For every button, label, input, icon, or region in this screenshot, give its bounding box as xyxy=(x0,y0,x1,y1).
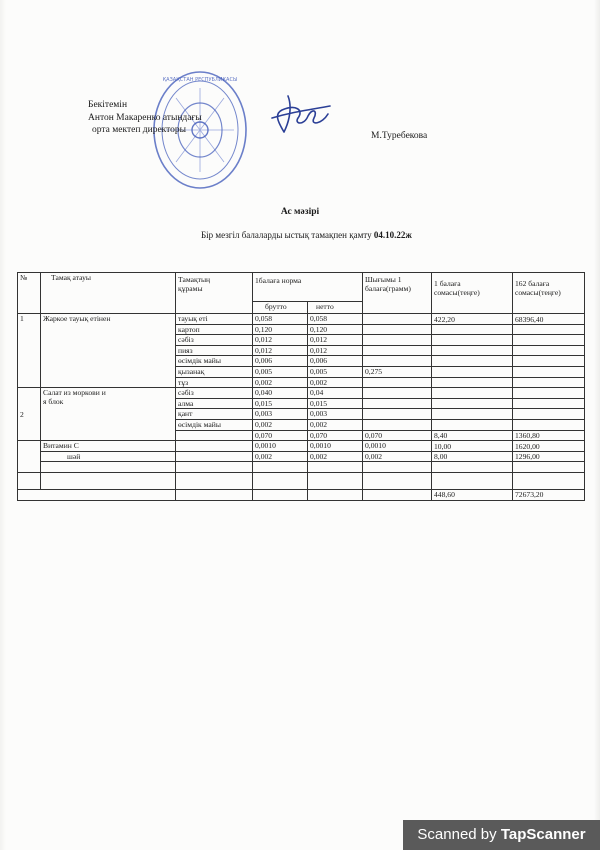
row-number xyxy=(18,441,41,473)
cost-one: 8,00 xyxy=(432,451,513,462)
brutto: 0,058 xyxy=(253,314,308,325)
ingredient: алма xyxy=(176,398,253,409)
netto: 0,04 xyxy=(308,388,363,399)
header-output-line1: Шығымы 1 xyxy=(365,275,402,284)
netto: 0,002 xyxy=(308,419,363,430)
brutto: 0,002 xyxy=(253,451,308,462)
cost-total: 1296,00 xyxy=(513,451,585,462)
brutto: 0,070 xyxy=(253,430,308,441)
total-blank xyxy=(363,489,432,500)
output xyxy=(363,398,432,409)
director-name: М.Туребекова xyxy=(371,131,428,141)
cost-one xyxy=(432,356,513,367)
netto: 0,012 xyxy=(308,345,363,356)
cost-total xyxy=(513,377,585,388)
output: 0,275 xyxy=(363,366,432,377)
spacer-cell xyxy=(18,472,41,489)
netto: 0,120 xyxy=(308,324,363,335)
brutto: 0,120 xyxy=(253,324,308,335)
netto: 0,058 xyxy=(308,314,363,325)
cost-one: 8,40 xyxy=(432,430,513,441)
netto: 0,005 xyxy=(308,366,363,377)
ingredient xyxy=(176,441,253,452)
cost-one xyxy=(432,345,513,356)
total-blank xyxy=(176,489,253,500)
cost-total xyxy=(513,366,585,377)
header-netto: нетто xyxy=(308,302,363,314)
cost-total: 1360,80 xyxy=(513,430,585,441)
output xyxy=(363,324,432,335)
document-subtitle xyxy=(201,230,412,240)
header-output xyxy=(363,273,432,314)
brutto: 0,012 xyxy=(253,335,308,346)
netto: 0,012 xyxy=(308,335,363,346)
output xyxy=(363,409,432,420)
header-cost-total-line2: сомасы(теңге) xyxy=(515,288,561,297)
ingredient: тауық еті xyxy=(176,314,253,325)
cost-one xyxy=(432,324,513,335)
cost-one xyxy=(432,335,513,346)
netto: 0,006 xyxy=(308,356,363,367)
ingredient: тұз xyxy=(176,377,253,388)
row-number: 1 xyxy=(18,314,41,388)
row-number: 2 xyxy=(18,388,41,441)
approval-line-1: Бекітемін xyxy=(88,100,128,110)
spacer-cell xyxy=(363,472,432,489)
output: 0,002 xyxy=(363,451,432,462)
signature-icon xyxy=(268,92,334,142)
header-output-line2: балаға(грамм) xyxy=(365,284,411,293)
brutto: 0,003 xyxy=(253,409,308,420)
output xyxy=(363,388,432,399)
header-composition xyxy=(176,273,253,314)
table-header-row xyxy=(18,273,585,302)
cost-total: 68396,40 xyxy=(513,314,585,325)
brutto: 0,040 xyxy=(253,388,308,399)
ingredient: қызанақ xyxy=(176,366,253,377)
cost-total xyxy=(513,324,585,335)
cost-one xyxy=(432,409,513,420)
total-cost-one: 448,60 xyxy=(432,489,513,500)
cost-one: 422,20 xyxy=(432,314,513,325)
total-cost-total: 72673,20 xyxy=(513,489,585,500)
cost-one xyxy=(432,366,513,377)
subtitle-text: Бір мезгіл балаларды ыстық тамақпен қамту xyxy=(201,230,374,240)
cost-total xyxy=(513,345,585,356)
cost-one xyxy=(432,388,513,399)
header-norm: 1балаға норма xyxy=(253,273,363,302)
spacer-cell xyxy=(308,472,363,489)
netto: 0,002 xyxy=(308,451,363,462)
spacer-cell xyxy=(513,472,585,489)
total-blank xyxy=(308,489,363,500)
cost-total xyxy=(513,335,585,346)
output xyxy=(363,462,432,473)
output: 0,0010 xyxy=(363,441,432,452)
output xyxy=(363,314,432,325)
dish-name-line1: Салат из моркови и xyxy=(43,388,106,398)
header-brutto: брутто xyxy=(253,302,308,314)
document-title: Ас мәзірі xyxy=(280,207,320,217)
dish-name-line2: я блок xyxy=(43,397,64,407)
output xyxy=(363,419,432,430)
header-cost-one-line2: сомасы(теңге) xyxy=(434,288,480,297)
brutto: 0,0010 xyxy=(253,441,308,452)
cost-total xyxy=(513,462,585,473)
dish-name: Витамин С xyxy=(41,441,176,452)
cost-one xyxy=(432,398,513,409)
cost-one xyxy=(432,462,513,473)
table-row xyxy=(18,462,585,473)
dish-name: Жаркое тауық етінен xyxy=(41,314,176,388)
brutto xyxy=(253,462,308,473)
total-row xyxy=(18,489,585,500)
ingredient: картоп xyxy=(176,324,253,335)
spacer-cell xyxy=(253,472,308,489)
output: 0,070 xyxy=(363,430,432,441)
header-cost-total xyxy=(513,273,585,314)
dish-name xyxy=(41,388,176,441)
total-blank xyxy=(18,489,176,500)
table-row xyxy=(18,451,585,462)
spacer-cell xyxy=(176,472,253,489)
scanner-watermark xyxy=(403,820,600,850)
header-composition-line2: құрамы xyxy=(178,284,203,293)
brutto: 0,015 xyxy=(253,398,308,409)
brutto: 0,005 xyxy=(253,366,308,377)
spacer-cell xyxy=(432,472,513,489)
ingredient xyxy=(176,451,253,462)
netto: 0,002 xyxy=(308,377,363,388)
cost-one: 10,00 xyxy=(432,441,513,452)
spacer-row xyxy=(18,472,585,489)
menu-table xyxy=(17,272,585,501)
cost-total xyxy=(513,356,585,367)
netto xyxy=(308,462,363,473)
cost-one xyxy=(432,419,513,430)
table-row xyxy=(18,388,585,399)
dish-name xyxy=(41,462,176,473)
table-row xyxy=(18,314,585,325)
netto: 0,003 xyxy=(308,409,363,420)
watermark-brand: TapScanner xyxy=(500,826,586,843)
ingredient: сәбіз xyxy=(176,335,253,346)
spacer-cell xyxy=(41,472,176,489)
watermark-prefix: Scanned by xyxy=(417,826,501,843)
header-dish: Тамақ атауы xyxy=(41,273,176,314)
header-cost-one-line1: 1 балаға xyxy=(434,279,461,288)
output xyxy=(363,345,432,356)
cost-total: 1620,00 xyxy=(513,441,585,452)
output xyxy=(363,356,432,367)
total-blank xyxy=(253,489,308,500)
approval-block xyxy=(88,99,202,137)
subtitle-date: 04.10.22ж xyxy=(373,230,412,240)
header-composition-line1: Тамақтың xyxy=(178,275,211,284)
netto: 0,0010 xyxy=(308,441,363,452)
ingredient: сәбіз xyxy=(176,388,253,399)
ingredient: қант xyxy=(176,409,253,420)
svg-text:ҚАЗАҚСТАН РЕСПУБЛИКАСЫ: ҚАЗАҚСТАН РЕСПУБЛИКАСЫ xyxy=(162,77,238,83)
brutto: 0,006 xyxy=(253,356,308,367)
netto: 0,070 xyxy=(308,430,363,441)
header-cost-total-line1: 162 балаға xyxy=(515,279,550,288)
brutto: 0,002 xyxy=(253,377,308,388)
ingredient xyxy=(176,430,253,441)
ingredient: өсімдік майы xyxy=(176,356,253,367)
cost-total xyxy=(513,409,585,420)
ingredient: пияз xyxy=(176,345,253,356)
cost-one xyxy=(432,377,513,388)
approval-line-3: орта мектеп директоры xyxy=(92,125,187,136)
output xyxy=(363,377,432,388)
approval-line-2: Антон Макаренко атындағы xyxy=(88,112,202,123)
dish-name: шәй xyxy=(41,451,176,462)
netto: 0,015 xyxy=(308,398,363,409)
ingredient: өсімдік майы xyxy=(176,419,253,430)
output xyxy=(363,335,432,346)
ingredient xyxy=(176,462,253,473)
cost-total xyxy=(513,419,585,430)
cost-total xyxy=(513,398,585,409)
brutto: 0,012 xyxy=(253,345,308,356)
brutto: 0,002 xyxy=(253,419,308,430)
header-cost-one xyxy=(432,273,513,314)
header-number: № xyxy=(18,273,41,314)
cost-total xyxy=(513,388,585,399)
table-row xyxy=(18,441,585,452)
